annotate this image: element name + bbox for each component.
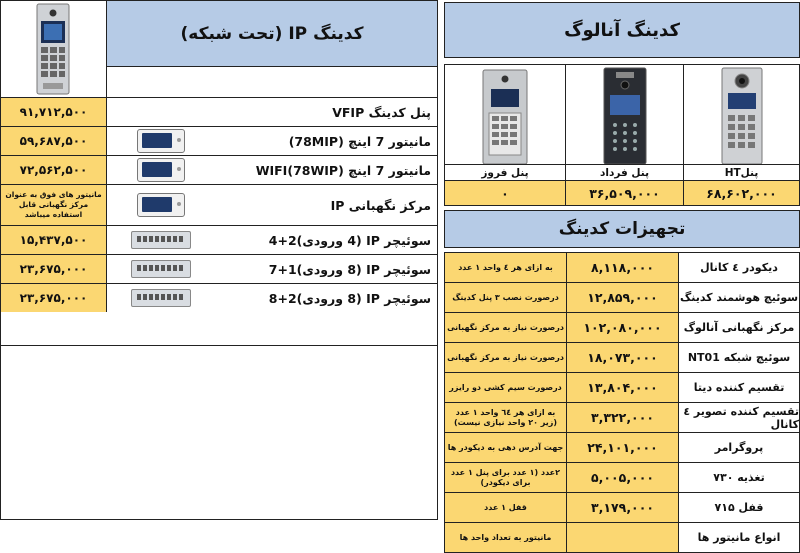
table-row (445, 492, 799, 522)
note-cell: مانیتور به تعداد واحد ها (445, 523, 567, 552)
price-cell: ۱۲,۸۵۹,۰۰۰ (567, 283, 679, 312)
item-name: تغذیه ۷۳۰ (713, 471, 765, 484)
note-cell: ۲عدد (۱ عدد برای پنل ۱ عدد برای دیکودر) (445, 463, 567, 492)
note-cell: درصورت نیاز به مرکز نگهبانی (445, 313, 567, 342)
door-panel-fardad-icon (602, 67, 648, 165)
table-row (445, 462, 799, 492)
note-cell: درصورت سیم کشی دو رایزر (445, 373, 567, 402)
item-name: دیکودر ٤ کانال (700, 261, 778, 274)
item-name: تقسیم کننده دیتا (693, 381, 785, 394)
price-cell: ۲۳,۶۷۵,۰۰۰ (1, 255, 107, 283)
table-row (1, 184, 437, 225)
panel-name: پنل فرداد (566, 164, 683, 181)
price-cell: ۹۱,۷۱۲,۵۰۰ (1, 98, 107, 126)
price-cell: ۳,۳۲۲,۰۰۰ (567, 403, 679, 432)
network-switch-icon (131, 231, 191, 249)
network-switch-icon (131, 289, 191, 307)
price-cell: ۱۵,۴۳۷,۵۰۰ (1, 226, 107, 254)
item-name: انواع مانیتور ها (697, 531, 781, 544)
product-label: مانیتور 7 اینچ (78WIP)WIFI (255, 162, 431, 178)
item-name: مرکز نگهبانی آنالوگ (683, 321, 795, 334)
table-row (1, 283, 437, 312)
door-panel-ht-icon (720, 67, 764, 165)
note-cell: به ازای هر ٤ واحد ۱ عدد (445, 253, 567, 282)
product-image-empty (107, 98, 215, 126)
divider (1, 345, 437, 346)
table-row (445, 312, 799, 342)
item-name: تقسیم کننده تصویر ٤ کانال (683, 404, 799, 431)
product-label: سوئیچر IP (4 ورودی)2+4 (268, 232, 431, 248)
note-cell: قفل ۱ عدد (445, 493, 567, 522)
table-row (445, 522, 799, 552)
analog-coding-section (444, 0, 800, 544)
price-cell: ۳,۱۷۹,۰۰۰ (567, 493, 679, 522)
price-cell: ۱۰۲,۰۸۰,۰۰۰ (567, 313, 679, 342)
panel-fardad (565, 65, 683, 205)
product-label: مانیتور 7 اینچ (78MIP) (288, 133, 431, 149)
monitor-icon (137, 158, 185, 182)
monitor-icon (137, 129, 185, 153)
door-panel-foruz-icon (481, 69, 529, 165)
table-row (445, 253, 799, 282)
analog-panels (444, 64, 800, 206)
equipment-price-table (444, 252, 800, 553)
note-cell: درصورت نصب ۳ پنل کدینگ (445, 283, 567, 312)
price-cell (567, 523, 679, 552)
panel-ht (683, 65, 799, 205)
ip-section-title: کدینگ IP (تحت شبکه) (107, 1, 437, 67)
product-label: سوئیچر IP (8 ورودی)2+8 (268, 290, 431, 306)
monitor-icon (137, 193, 185, 217)
product-label: مرکز نگهبانی IP (330, 197, 431, 213)
price-cell: ۷۲,۵۶۲,۵۰۰ (1, 156, 107, 184)
table-row (445, 402, 799, 432)
item-name: سوئیچ هوشمند کدینگ (679, 291, 799, 304)
note-cell: جهت آدرس دهی به دیکودر ها (445, 433, 567, 462)
item-name: سوئیچ شبکه NT01 (687, 351, 791, 364)
panel-price: ۳۶,۵۰۹,۰۰۰ (566, 180, 683, 205)
panel-price: ۶۸,۶۰۲,۰۰۰ (684, 180, 799, 205)
table-row (445, 282, 799, 312)
panel-foruz (445, 65, 565, 205)
price-cell: ۲۴,۱۰۱,۰۰۰ (567, 433, 679, 462)
table-row (445, 432, 799, 462)
panel-name: پنل فروز (445, 164, 565, 181)
table-row (1, 254, 437, 283)
equipment-section-title: تجهیزات کدینگ (444, 210, 800, 248)
table-row (1, 126, 437, 155)
price-cell: ۱۳,۸۰۴,۰۰۰ (567, 373, 679, 402)
price-cell: ۵,۰۰۵,۰۰۰ (567, 463, 679, 492)
analog-section-title: کدینگ آنالوگ (444, 2, 800, 58)
table-row (445, 372, 799, 402)
price-cell: ۲۳,۶۷۵,۰۰۰ (1, 284, 107, 312)
table-row (1, 155, 437, 184)
ip-price-table (1, 97, 437, 312)
price-cell: ۱۸,۰۷۳,۰۰۰ (567, 343, 679, 372)
item-name: قفل ۷۱۵ (714, 501, 764, 514)
vfip-panel-photo (1, 1, 107, 97)
panel-price: ۰ (445, 180, 565, 205)
note-cell: مانیتور های فوق به عنوان مرکز نگهبانی قابل استفاده میباشد (1, 185, 107, 225)
note-cell: به ازای هر ٦٤ واحد ۱ عدد (زیر ۲۰ واحد نیازی نیست) (445, 403, 567, 432)
table-row (445, 342, 799, 372)
network-switch-icon (131, 260, 191, 278)
item-name: پروگرامر (714, 441, 764, 454)
price-cell: ۵۹,۶۸۷,۵۰۰ (1, 127, 107, 155)
table-row (1, 225, 437, 254)
price-cell: ۸,۱۱۸,۰۰۰ (567, 253, 679, 282)
panel-name: پنلHT (684, 164, 799, 181)
table-row (1, 97, 437, 126)
product-label: پنل کدینگ VFIP (332, 104, 431, 120)
note-cell: درصورت نیاز به مرکز نگهبانی (445, 343, 567, 372)
product-label: سوئیچر IP (8 ورودی)1+7 (268, 261, 431, 277)
